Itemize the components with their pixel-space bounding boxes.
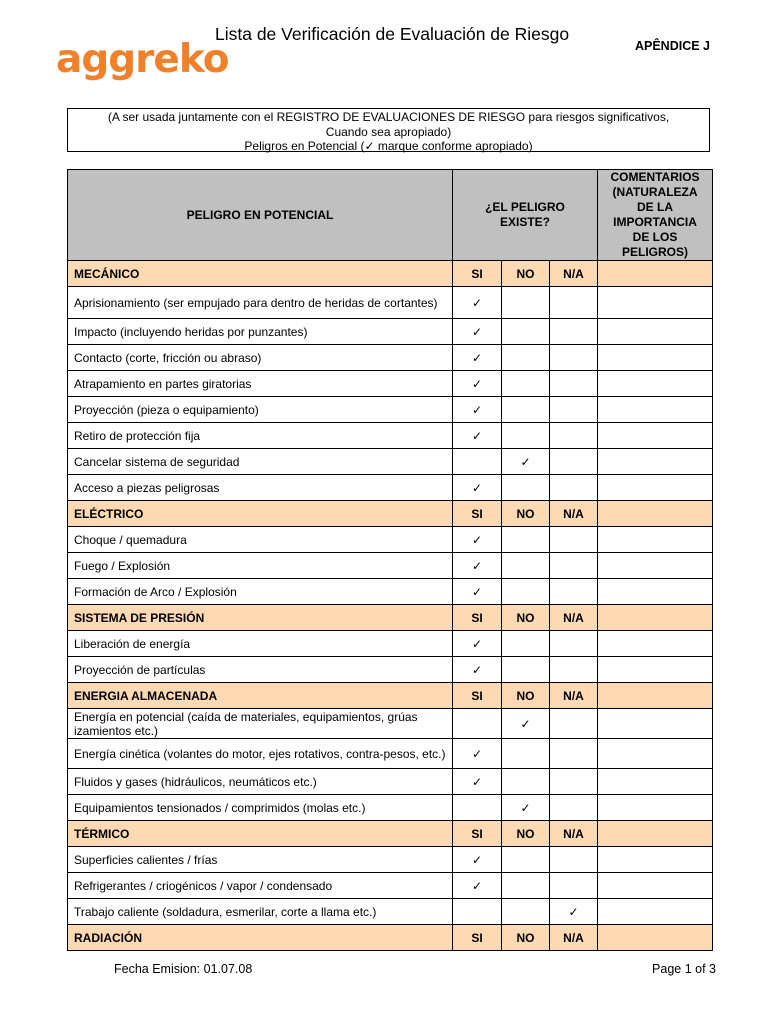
checkbox-no[interactable] xyxy=(502,345,550,371)
hazard-row xyxy=(68,345,713,371)
category-name: ENERGIA ALMACENADA xyxy=(68,683,453,709)
checkbox-na[interactable] xyxy=(550,449,598,475)
category-comment-cell xyxy=(598,501,713,527)
hazard-label: Superficies calientes / frías xyxy=(68,847,453,873)
hazard-label: Acceso a piezas peligrosas xyxy=(68,475,453,501)
check-icon: ✓ xyxy=(471,376,483,391)
appendix-label: APÊNDICE J xyxy=(634,39,710,53)
checkbox-si[interactable] xyxy=(453,899,502,925)
checkbox-na[interactable] xyxy=(550,475,598,501)
option-no-header: NO xyxy=(502,501,550,527)
checkbox-no[interactable] xyxy=(502,709,550,739)
hazard-row xyxy=(68,449,713,475)
check-icon: ✓ xyxy=(520,454,531,469)
comment-cell[interactable] xyxy=(598,795,713,821)
hazard-row xyxy=(68,631,713,657)
hazard-row xyxy=(68,319,713,345)
check-icon: ✓ xyxy=(471,746,483,761)
option-no-header: NO xyxy=(502,605,550,631)
comment-cell[interactable] xyxy=(598,739,713,769)
comment-cell[interactable] xyxy=(598,899,713,925)
hazard-label: Equipamientos tensionados / comprimidos (molas etc.) xyxy=(68,795,453,821)
checkbox-si[interactable] xyxy=(453,371,502,397)
option-na-header: N/A xyxy=(550,821,598,847)
checkbox-na[interactable] xyxy=(550,769,598,795)
category-name: MECÁNICO xyxy=(68,261,453,287)
checkbox-na[interactable] xyxy=(550,371,598,397)
checkbox-no[interactable] xyxy=(502,319,550,345)
check-icon: ✓ xyxy=(471,636,483,651)
check-icon: ✓ xyxy=(471,324,483,339)
col-comments-label: COMENTARIOS (NATURALEZA DE LA IMPORTANCIA DE LOS PELIGROS) xyxy=(610,170,700,259)
comment-cell[interactable] xyxy=(598,319,713,345)
comment-cell[interactable] xyxy=(598,657,713,683)
option-si-header: SI xyxy=(453,925,502,951)
checkbox-no[interactable] xyxy=(502,371,550,397)
checkbox-na[interactable] xyxy=(550,553,598,579)
option-si-header: SI xyxy=(453,605,502,631)
comment-cell[interactable] xyxy=(598,709,713,739)
checkbox-no[interactable] xyxy=(502,553,550,579)
check-icon: ✓ xyxy=(568,904,579,919)
checkbox-na[interactable] xyxy=(550,739,598,769)
option-no-header: NO xyxy=(502,925,550,951)
checkbox-no[interactable] xyxy=(502,899,550,925)
hazard-row xyxy=(68,423,713,449)
category-name: TÉRMICO xyxy=(68,821,453,847)
checkbox-na[interactable] xyxy=(550,873,598,899)
checkbox-si[interactable] xyxy=(453,423,502,449)
hazard-label: Choque / quemadura xyxy=(68,527,453,553)
comment-cell[interactable] xyxy=(598,873,713,899)
checkbox-si[interactable] xyxy=(453,287,502,319)
hazard-row xyxy=(68,709,713,739)
hazard-label: Energía en potencial (caída de materiales, equipamientos, grúas izamientos etc.) xyxy=(68,709,453,739)
checkbox-na[interactable] xyxy=(550,397,598,423)
checkbox-si[interactable] xyxy=(453,579,502,605)
checkbox-si[interactable] xyxy=(453,449,502,475)
check-icon: ✓ xyxy=(471,662,483,677)
checkbox-no[interactable] xyxy=(502,631,550,657)
option-na-header: N/A xyxy=(550,605,598,631)
checkbox-no[interactable] xyxy=(502,847,550,873)
hazard-row xyxy=(68,579,713,605)
comment-cell[interactable] xyxy=(598,371,713,397)
checkbox-si[interactable] xyxy=(453,873,502,899)
check-icon: ✓ xyxy=(471,402,483,417)
checkbox-no[interactable] xyxy=(502,657,550,683)
hazard-label: Aprisionamiento (ser empujado para dentro de heridas de cortantes) xyxy=(68,287,453,319)
category-comment-cell xyxy=(598,605,713,631)
check-icon: ✓ xyxy=(471,295,483,310)
hazard-row xyxy=(68,397,713,423)
hazard-label: Proyección (pieza o equipamiento) xyxy=(68,397,453,423)
comment-cell[interactable] xyxy=(598,847,713,873)
hazard-label: Proyección de partículas xyxy=(68,657,453,683)
category-comment-cell xyxy=(598,261,713,287)
checkbox-no[interactable] xyxy=(502,449,550,475)
hazard-label: Energía cinética (volantes do motor, ejes rotativos, contra-pesos, etc.) xyxy=(68,739,453,769)
comment-cell[interactable] xyxy=(598,345,713,371)
hazard-label: Fuego / Explosión xyxy=(68,553,453,579)
category-row xyxy=(68,821,713,847)
hazard-row xyxy=(68,527,713,553)
check-icon: ✓ xyxy=(471,558,483,573)
checkbox-si[interactable] xyxy=(453,769,502,795)
hazard-checklist-table xyxy=(67,169,713,951)
comment-cell[interactable] xyxy=(598,527,713,553)
category-row xyxy=(68,261,713,287)
option-na-header: N/A xyxy=(550,925,598,951)
category-row xyxy=(68,925,713,951)
comment-cell[interactable] xyxy=(598,631,713,657)
checkbox-na[interactable] xyxy=(550,579,598,605)
hazard-label: Cancelar sistema de seguridad xyxy=(68,449,453,475)
category-row xyxy=(68,605,713,631)
checkbox-si[interactable] xyxy=(453,847,502,873)
check-icon: ✓ xyxy=(471,774,483,789)
category-row xyxy=(68,683,713,709)
comment-cell[interactable] xyxy=(598,423,713,449)
checkbox-si[interactable] xyxy=(453,397,502,423)
aggreko-logo: aggreko xyxy=(56,37,229,82)
category-comment-cell xyxy=(598,925,713,951)
checkbox-si[interactable] xyxy=(453,319,502,345)
checkbox-na[interactable] xyxy=(550,631,598,657)
hazard-row xyxy=(68,899,713,925)
option-si-header: SI xyxy=(453,501,502,527)
col-exists-header xyxy=(453,170,598,261)
checkbox-no[interactable] xyxy=(502,287,550,319)
hazard-row xyxy=(68,847,713,873)
hazard-label: Retiro de protección fija xyxy=(68,423,453,449)
check-icon: ✓ xyxy=(471,532,483,547)
hazard-label: Atrapamiento en partes giratorias xyxy=(68,371,453,397)
checkbox-no[interactable] xyxy=(502,769,550,795)
checkbox-na[interactable] xyxy=(550,423,598,449)
checkbox-si[interactable] xyxy=(453,709,502,739)
check-icon: ✓ xyxy=(520,716,531,731)
checkbox-si[interactable] xyxy=(453,657,502,683)
option-na-header: N/A xyxy=(550,683,598,709)
option-si-header: SI xyxy=(453,261,502,287)
checkbox-no[interactable] xyxy=(502,397,550,423)
hazard-row xyxy=(68,795,713,821)
hazard-label: Fluidos y gases (hidráulicos, neumáticos etc.) xyxy=(68,769,453,795)
option-no-header: NO xyxy=(502,683,550,709)
check-icon: ✓ xyxy=(471,852,483,867)
category-row xyxy=(68,501,713,527)
check-icon: ✓ xyxy=(471,428,483,443)
check-icon: ✓ xyxy=(471,350,483,365)
category-comment-cell xyxy=(598,683,713,709)
comment-cell[interactable] xyxy=(598,397,713,423)
hazard-label: Liberación de energía xyxy=(68,631,453,657)
comment-cell[interactable] xyxy=(598,475,713,501)
comment-cell[interactable] xyxy=(598,287,713,319)
checkbox-na[interactable] xyxy=(550,319,598,345)
hazard-row xyxy=(68,553,713,579)
hazard-label: Impacto (incluyendo heridas por punzantes) xyxy=(68,319,453,345)
option-no-header: NO xyxy=(502,261,550,287)
hazard-row xyxy=(68,739,713,769)
comment-cell[interactable] xyxy=(598,553,713,579)
checkbox-na[interactable] xyxy=(550,345,598,371)
checkbox-na[interactable] xyxy=(550,709,598,739)
checkbox-no[interactable] xyxy=(502,423,550,449)
checkbox-si[interactable] xyxy=(453,475,502,501)
intro-line-2: Cuando sea apropiado) xyxy=(325,124,452,139)
hazard-row xyxy=(68,657,713,683)
hazard-label: Contacto (corte, fricción ou abraso) xyxy=(68,345,453,371)
comment-cell[interactable] xyxy=(598,579,713,605)
check-icon: ✓ xyxy=(471,480,483,495)
category-name: ELÉCTRICO xyxy=(68,501,453,527)
hazard-row xyxy=(68,475,713,501)
checkbox-si[interactable] xyxy=(453,795,502,821)
checkbox-no[interactable] xyxy=(502,475,550,501)
checkbox-si[interactable] xyxy=(453,739,502,769)
comment-cell[interactable] xyxy=(598,769,713,795)
option-na-header: N/A xyxy=(550,501,598,527)
page-number: Page 1 of 3 xyxy=(652,962,716,976)
option-no-header: NO xyxy=(502,821,550,847)
checkbox-na[interactable] xyxy=(550,847,598,873)
checkbox-si[interactable] xyxy=(453,345,502,371)
checkbox-si[interactable] xyxy=(453,553,502,579)
intro-box xyxy=(67,108,710,152)
hazard-row xyxy=(68,287,713,319)
checklist-body xyxy=(68,261,713,951)
col-comments-header xyxy=(598,170,713,261)
checkbox-na[interactable] xyxy=(550,287,598,319)
col-hazard-header: PELIGRO EN POTENCIAL xyxy=(68,170,453,261)
hazard-label: Formación de Arco / Explosión xyxy=(68,579,453,605)
check-icon: ✓ xyxy=(520,800,531,815)
category-name: SISTEMA DE PRESIÓN xyxy=(68,605,453,631)
col-exists-label: ¿EL PELIGRO EXISTE? xyxy=(485,200,565,229)
checkbox-no[interactable] xyxy=(502,739,550,769)
option-si-header: SI xyxy=(453,821,502,847)
category-name: RADIACIÓN xyxy=(68,925,453,951)
checkbox-na[interactable] xyxy=(550,899,598,925)
checkbox-na[interactable] xyxy=(550,657,598,683)
checkbox-si[interactable] xyxy=(453,527,502,553)
checkbox-no[interactable] xyxy=(502,795,550,821)
checkbox-na[interactable] xyxy=(550,527,598,553)
checkbox-no[interactable] xyxy=(502,579,550,605)
option-si-header: SI xyxy=(453,683,502,709)
hazard-row xyxy=(68,371,713,397)
hazard-row xyxy=(68,769,713,795)
hazard-row xyxy=(68,873,713,899)
check-icon: ✓ xyxy=(471,584,483,599)
table-header-row xyxy=(68,170,713,261)
category-comment-cell xyxy=(598,821,713,847)
hazard-label: Trabajo caliente (soldadura, esmerilar, corte a llama etc.) xyxy=(68,899,453,925)
intro-line-1: (A ser usada juntamente con el REGISTRO DE EVALUACIONES DE RIESGO para riesgos significativos, xyxy=(107,110,670,124)
issue-date: Fecha Emision: 01.07.08 xyxy=(114,962,253,976)
hazard-label: Refrigerantes / criogénicos / vapor / condensado xyxy=(68,873,453,899)
check-icon: ✓ xyxy=(471,878,483,893)
intro-line-3: Peligros en Potencial (✓ marque conforme apropiado) xyxy=(244,139,533,153)
page-title: Lista de Verificación de Evaluación de Riesgo xyxy=(215,24,570,44)
checkbox-no[interactable] xyxy=(502,527,550,553)
checkbox-si[interactable] xyxy=(453,631,502,657)
checkbox-na[interactable] xyxy=(550,795,598,821)
comment-cell[interactable] xyxy=(598,449,713,475)
option-na-header: N/A xyxy=(550,261,598,287)
checkbox-no[interactable] xyxy=(502,873,550,899)
